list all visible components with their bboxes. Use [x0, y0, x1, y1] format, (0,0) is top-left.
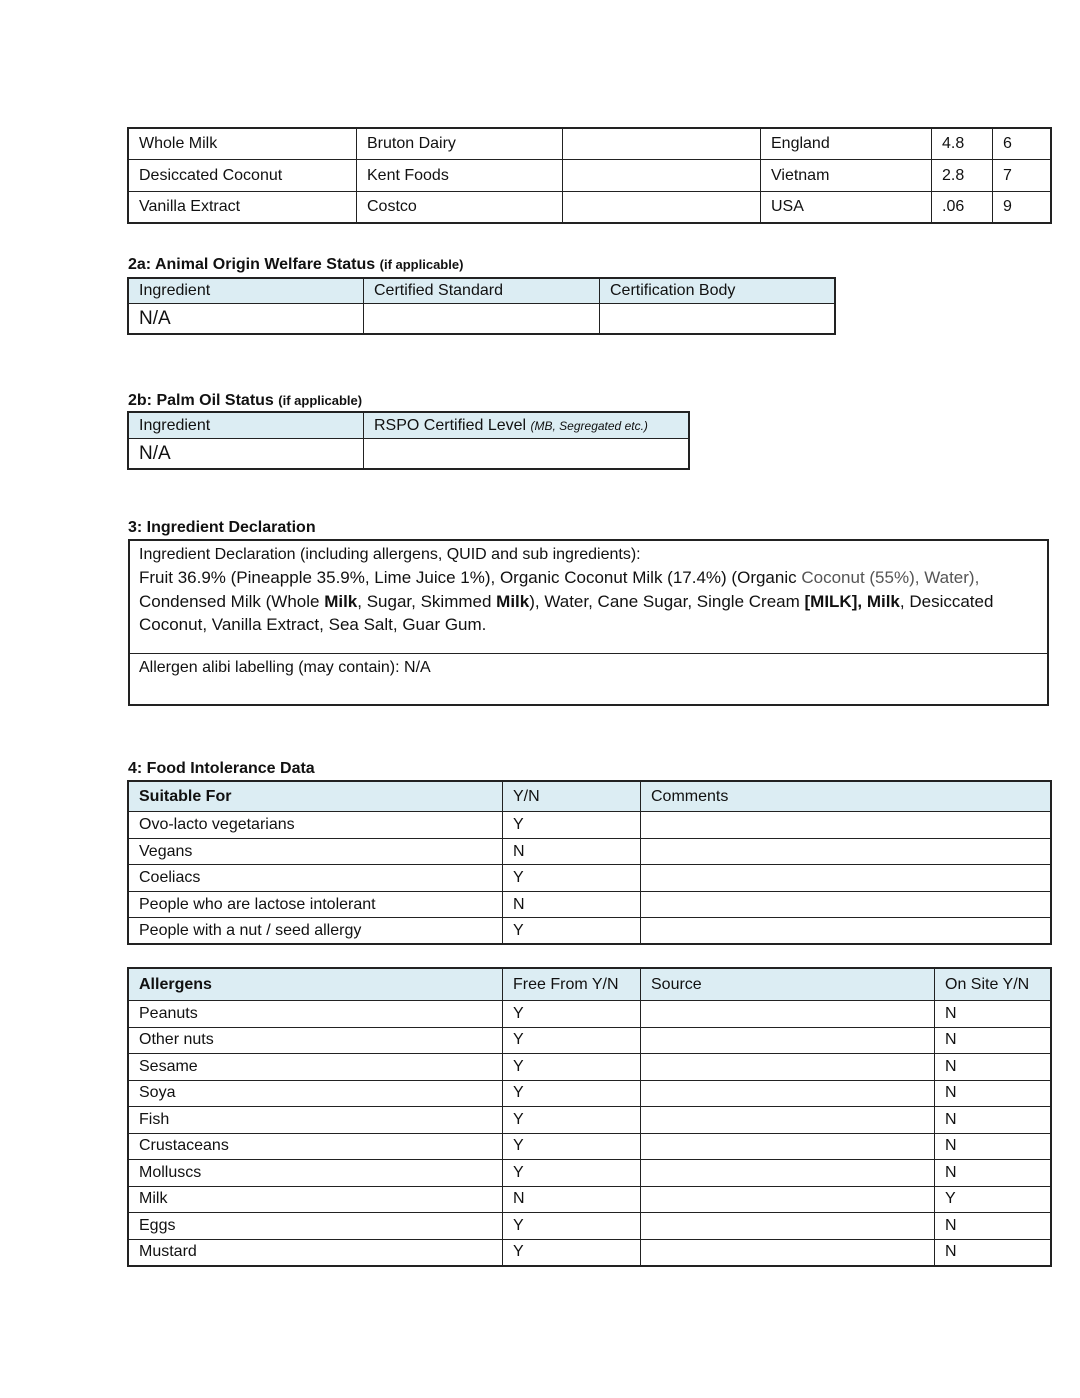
group-cell: Vegans — [129, 839, 503, 865]
on-site-cell: Y — [935, 1186, 1051, 1213]
declaration-text — [139, 566, 1039, 637]
source-cell — [641, 1001, 935, 1028]
free-from-cell: Y — [503, 1213, 641, 1240]
header-rspo-level — [364, 413, 689, 439]
group-cell: Ovo-lacto vegetarians — [129, 812, 503, 839]
header-rspo-note: (MB, Segregated etc.) — [530, 418, 648, 433]
group-cell: People who are lactose intolerant — [129, 892, 503, 918]
section-2b-title-note: (if applicable) — [278, 393, 363, 408]
header-ingredient: Ingredient — [129, 279, 364, 304]
header-yn: Y/N — [503, 782, 641, 812]
source-cell — [641, 1186, 935, 1213]
section-2a-title — [128, 256, 463, 274]
on-site-cell: N — [935, 1239, 1051, 1266]
header-rspo-label: RSPO Certified Level — [374, 416, 527, 434]
yn-cell: Y — [503, 865, 641, 892]
declaration-label: Ingredient Declaration (including allergens, QUID and sub ingredients): — [139, 546, 641, 563]
header-free-from: Free From Y/N — [503, 969, 641, 1001]
table-row — [129, 1027, 1051, 1054]
table-row — [129, 129, 1051, 160]
source-cell — [641, 1213, 935, 1240]
comments-cell — [641, 865, 1051, 892]
blank-cell — [563, 129, 761, 160]
table-row — [129, 1160, 1051, 1187]
allergen-cell: Eggs — [129, 1213, 503, 1240]
source-cell — [641, 1239, 935, 1266]
on-site-cell: N — [935, 1133, 1051, 1160]
header-suitable-for: Suitable For — [129, 782, 503, 812]
allergen-cell: Mustard — [129, 1239, 503, 1266]
source-cell — [641, 1160, 935, 1187]
table-row — [129, 160, 1051, 192]
free-from-cell: N — [503, 1186, 641, 1213]
supplier-cell: Kent Foods — [357, 160, 563, 192]
free-from-cell: Y — [503, 1001, 641, 1028]
origin-cell: England — [761, 129, 932, 160]
free-from-cell: Y — [503, 1080, 641, 1107]
allergen-cell: Other nuts — [129, 1027, 503, 1054]
table-row — [129, 1239, 1051, 1266]
table-header-row — [129, 413, 689, 439]
free-from-cell: Y — [503, 1107, 641, 1134]
ingredient-declaration-box — [128, 539, 1049, 706]
certification-body-cell — [600, 304, 835, 334]
yn-cell: N — [503, 839, 641, 865]
table-row — [129, 1054, 1051, 1081]
table-row — [129, 1080, 1051, 1107]
yn-cell: N — [503, 892, 641, 918]
header-allergens: Allergens — [129, 969, 503, 1001]
supplier-cell: Bruton Dairy — [357, 129, 563, 160]
declaration-text-part: Fruit 36.9% (Pineapple 35.9%, Lime Juice 1%), Organic Coconut Milk (17.4%) (Organic — [139, 568, 802, 587]
declaration-text-part: ), Water, Cane Sugar, Single Cream — [529, 591, 805, 611]
source-cell — [641, 1027, 935, 1054]
comments-cell — [641, 918, 1051, 944]
on-site-cell: N — [935, 1080, 1051, 1107]
section-3-title: 3: Ingredient Declaration — [128, 519, 316, 536]
source-cell — [641, 1080, 935, 1107]
ingredient-cell: Desiccated Coconut — [129, 160, 357, 192]
declaration-allergen-emphasis: Milk — [324, 591, 358, 611]
table-row — [129, 918, 1051, 944]
comments-cell — [641, 892, 1051, 918]
table-row — [129, 1186, 1051, 1213]
header-ingredient: Ingredient — [129, 413, 364, 439]
free-from-cell: Y — [503, 1160, 641, 1187]
table-header-row — [129, 782, 1051, 812]
table-row — [129, 1213, 1051, 1240]
yn-cell: Y — [503, 812, 641, 839]
blank-cell — [563, 160, 761, 192]
group-cell: Coeliacs — [129, 865, 503, 892]
table-row — [129, 812, 1051, 839]
welfare-status-table — [128, 278, 835, 334]
rspo-level-cell — [364, 439, 689, 469]
table-row — [129, 865, 1051, 892]
section-2b-title — [128, 392, 362, 410]
allergen-cell: Peanuts — [129, 1001, 503, 1028]
table-row — [129, 1001, 1051, 1028]
ingredient-cell: N/A — [129, 304, 364, 334]
header-on-site: On Site Y/N — [935, 969, 1051, 1001]
allergen-cell: Soya — [129, 1080, 503, 1107]
origin-cell: USA — [761, 192, 932, 223]
origin-cell: Vietnam — [761, 160, 932, 192]
allergens-table — [128, 968, 1051, 1266]
source-cell — [641, 1107, 935, 1134]
source-cell — [641, 1054, 935, 1081]
number-cell: 6 — [993, 129, 1051, 160]
section-4-title: 4: Food Intolerance Data — [128, 760, 315, 777]
percent-cell: 4.8 — [932, 129, 993, 160]
section-2a-title-text: 2a: Animal Origin Welfare Status — [128, 256, 376, 273]
ingredient-cell: Vanilla Extract — [129, 192, 357, 223]
on-site-cell: N — [935, 1213, 1051, 1240]
certified-standard-cell — [364, 304, 600, 334]
percent-cell: .06 — [932, 192, 993, 223]
palm-oil-table — [128, 412, 689, 469]
free-from-cell: Y — [503, 1027, 641, 1054]
table-row — [129, 304, 835, 334]
ingredient-cell: Whole Milk — [129, 129, 357, 160]
declaration-text-part: , Desiccated Coconut, Vanilla Extract, Sea Salt, Guar Gum. — [139, 591, 994, 634]
table-header-row — [129, 969, 1051, 1001]
declaration-text-part: Coconut (55%), Water), — [801, 568, 980, 587]
free-from-cell: Y — [503, 1054, 641, 1081]
declaration-text-part: , Sugar, Skimmed — [357, 591, 497, 611]
declaration-allergen-emphasis: [MILK], Milk — [804, 591, 900, 611]
allergen-cell: Sesame — [129, 1054, 503, 1081]
header-certification-body: Certification Body — [600, 279, 835, 304]
table-header-row — [129, 279, 835, 304]
comments-cell — [641, 839, 1051, 865]
on-site-cell: N — [935, 1107, 1051, 1134]
table-row — [129, 839, 1051, 865]
yn-cell: Y — [503, 918, 641, 944]
allergen-cell: Molluscs — [129, 1160, 503, 1187]
declaration-panel — [130, 541, 1047, 654]
table-row — [129, 439, 689, 469]
on-site-cell: N — [935, 1001, 1051, 1028]
allergen-alibi-label: Allergen alibi labelling (may contain): N/A — [139, 659, 431, 676]
free-from-cell: Y — [503, 1239, 641, 1266]
table-row — [129, 1133, 1051, 1160]
allergen-cell: Milk — [129, 1186, 503, 1213]
table-row — [129, 192, 1051, 223]
suitable-for-table — [128, 781, 1051, 944]
percent-cell: 2.8 — [932, 160, 993, 192]
number-cell: 7 — [993, 160, 1051, 192]
section-2b-title-text: 2b: Palm Oil Status — [128, 392, 274, 409]
source-cell — [641, 1133, 935, 1160]
free-from-cell: Y — [503, 1133, 641, 1160]
header-certified-standard: Certified Standard — [364, 279, 600, 304]
ingredient-cell: N/A — [129, 439, 364, 469]
allergen-cell: Fish — [129, 1107, 503, 1134]
declaration-allergen-emphasis: Milk — [496, 591, 530, 611]
declaration-text-part: Condensed Milk (Whole — [139, 591, 325, 611]
supplier-cell: Costco — [357, 192, 563, 223]
group-cell: People with a nut / seed allergy — [129, 918, 503, 944]
section-2a-title-note: (if applicable) — [379, 257, 464, 272]
number-cell: 9 — [993, 192, 1051, 223]
blank-cell — [563, 192, 761, 223]
on-site-cell: N — [935, 1027, 1051, 1054]
header-comments: Comments — [641, 782, 1051, 812]
ingredient-supply-table — [128, 128, 1051, 223]
comments-cell — [641, 812, 1051, 839]
allergen-cell: Crustaceans — [129, 1133, 503, 1160]
header-source: Source — [641, 969, 935, 1001]
table-row — [129, 1107, 1051, 1134]
table-row — [129, 892, 1051, 918]
on-site-cell: N — [935, 1160, 1051, 1187]
on-site-cell: N — [935, 1054, 1051, 1081]
